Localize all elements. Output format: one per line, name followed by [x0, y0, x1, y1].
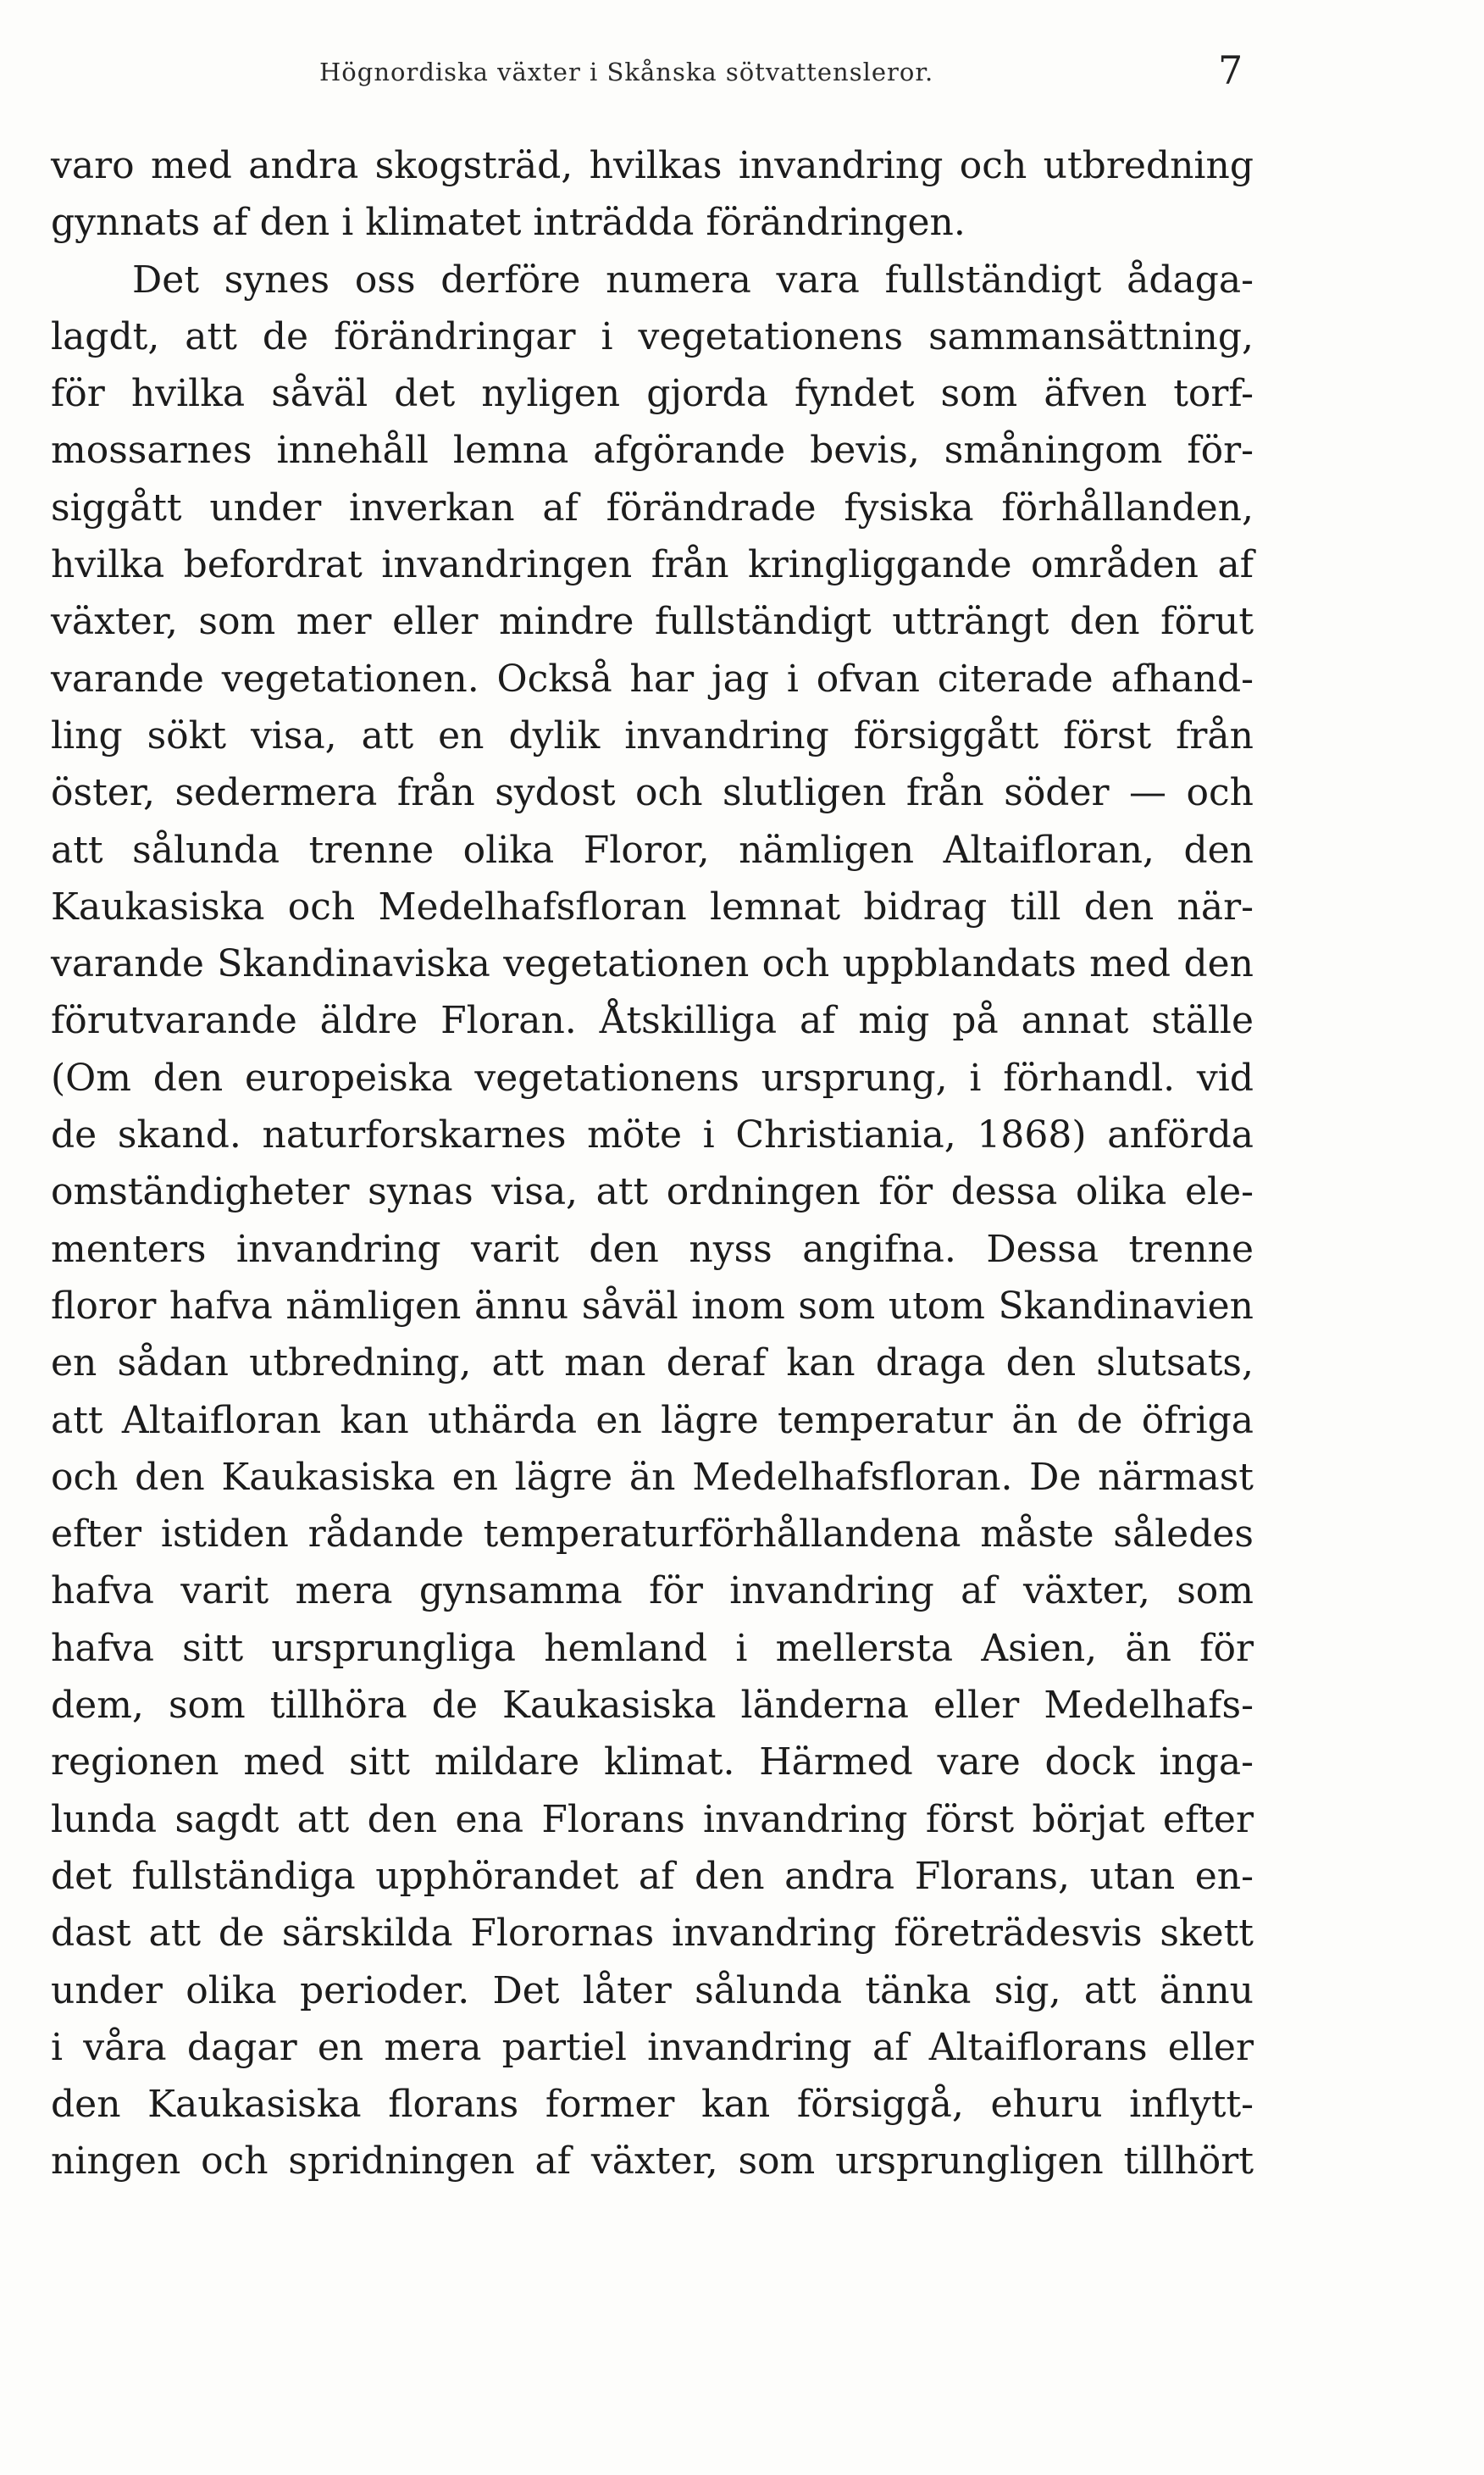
text-line: (Om den europeiska vegetationens ursprung, i förhandl. vid: [51, 1056, 1254, 1100]
text-line: öster, sedermera från sydost och slutligen från söder — och: [51, 771, 1254, 815]
text-line: det fullständiga upphörandet af den andra Florans, utan en-: [51, 1854, 1254, 1898]
page-number: 7: [1218, 47, 1243, 93]
text-line: den Kaukasiska florans former kan försiggå, ehuru inflytt-: [51, 2083, 1254, 2127]
running-header: Högnordiska växter i Skånska sötvattensleror.: [319, 58, 934, 86]
text-line: att sålunda trenne olika Floror, nämligen Altaifloran, den: [51, 828, 1254, 872]
text-line: hafva sitt ursprungliga hemland i mellersta Asien, än för: [51, 1626, 1254, 1670]
text-line: ningen och spridningen af växter, som ursprungligen tillhört: [51, 2139, 1254, 2184]
text-line: omständigheter synas visa, att ordningen för dessa olika ele-: [51, 1170, 1254, 1214]
text-line: förutvarande äldre Floran. Åtskilliga af mig på annat ställe: [51, 999, 1254, 1043]
text-line: ling sökt visa, att en dylik invandring försiggått först från: [51, 713, 1254, 757]
text-line: floror hafva nämligen ännu såväl inom som utom Skandinavien: [51, 1284, 1254, 1328]
text-line: regionen med sitt mildare klimat. Härmed vare dock inga-: [51, 1740, 1254, 1784]
text-line: i våra dagar en mera partiel invandring af Altaiflorans eller: [51, 2025, 1254, 2069]
text-line: mossarnes innehåll lemna afgörande bevis, småningom för-: [51, 429, 1254, 473]
text-line: menters invandring varit den nyss angifna. Dessa trenne: [51, 1227, 1254, 1271]
text-line: att Altaifloran kan uthärda en lägre temperatur än de öfriga: [51, 1398, 1254, 1442]
text-line: och den Kaukasiska en lägre än Medelhafsfloran. De närmast: [51, 1455, 1254, 1499]
text-line: Det synes oss derföre numera vara fullständigt ådaga-: [132, 258, 1254, 302]
text-line: dem, som tillhöra de Kaukasiska länderna eller Medelhafs-: [51, 1684, 1254, 1728]
text-line: efter istiden rådande temperaturförhållandena måste således: [51, 1512, 1254, 1557]
text-line: varande vegetationen. Också har jag i ofvan citerade afhand-: [51, 657, 1254, 701]
text-line: en sådan utbredning, att man deraf kan draga den slutsats,: [51, 1341, 1254, 1385]
text-line: dast att de särskilda Florornas invandring företrädesvis skett: [51, 1912, 1254, 1956]
text-line: under olika perioder. Det låter sålunda tänka sig, att ännu: [51, 1968, 1254, 2012]
text-line: varo med andra skogsträd, hvilkas invandring och utbredning: [51, 144, 1254, 187]
text-line: för hvilka såväl det nyligen gjorda fyndet som äfven torf-: [51, 372, 1254, 416]
body-text: [51, 137, 1254, 2190]
text-line: växter, som mer eller mindre fullständigt utträngt den förut: [51, 600, 1254, 644]
text-line: lagdt, att de förändringar i vegetationens sammansättning,: [51, 314, 1254, 358]
text-line: varande Skandinaviska vegetationen och uppblandats med den: [51, 942, 1254, 986]
text-line: hvilka befordrat invandringen från kringliggande områden af: [51, 543, 1254, 587]
text-line: siggått under inverkan af förändrade fysiska förhållanden,: [51, 486, 1254, 530]
text-line: lunda sagdt att den ena Florans invandring först börjat efter: [51, 1797, 1254, 1841]
text-line: hafva varit mera gynsamma för invandring af växter, som: [51, 1569, 1254, 1613]
text-line: de skand. naturforskarnes möte i Christiania, 1868) anförda: [51, 1113, 1254, 1157]
text-line: Kaukasiska och Medelhafsfloran lemnat bidrag till den när-: [51, 885, 1254, 929]
text-line: gynnats af den i klimatet inträdda förändringen.: [51, 201, 966, 245]
